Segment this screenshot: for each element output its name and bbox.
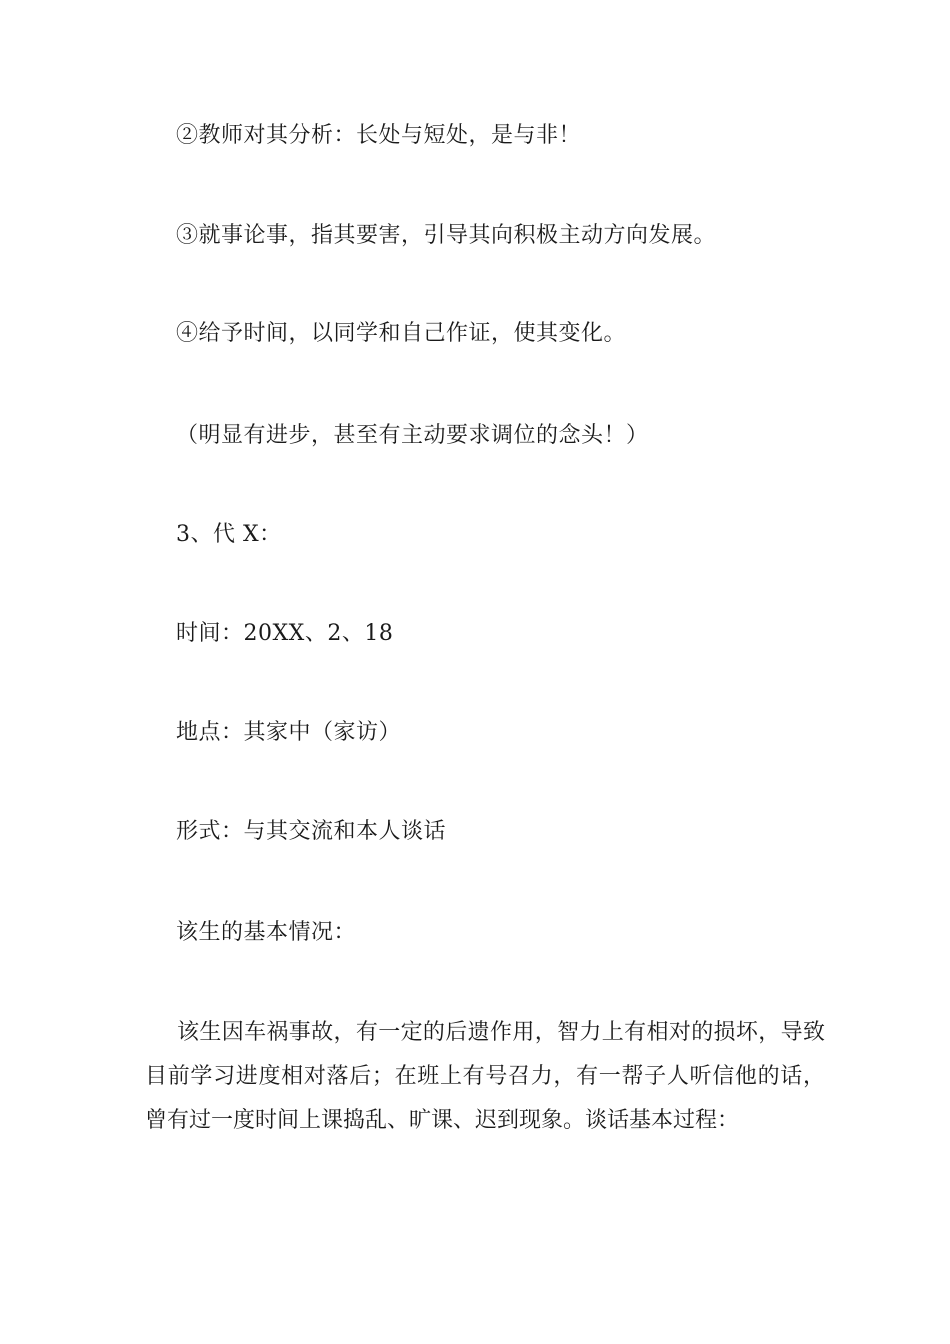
location-line: 地点：其家中（家访） xyxy=(176,720,402,745)
section-heading: 3、代 X： xyxy=(176,522,282,547)
analysis-item-3: ③就事论事，指其要害，引导其向积极主动方向发展。 xyxy=(176,223,717,248)
time-line: 时间：20XX、2、18 xyxy=(176,621,394,646)
progress-note: （明显有进步，甚至有主动要求调位的念头！） xyxy=(176,423,649,448)
analysis-item-2: ②教师对其分析：长处与短处，是与非！ xyxy=(176,123,582,148)
basic-info-heading: 该生的基本情况： xyxy=(176,920,357,945)
analysis-item-4: ④给予时间，以同学和自己作证，使其变化。 xyxy=(176,321,627,346)
format-line: 形式：与其交流和本人谈话 xyxy=(176,819,447,844)
basic-info-paragraph: 该生因车祸事故，有一定的后遗作用，智力上有相对的损坏，导致目前学习进度相对落后；在班上有号召力，有一帮子人听信他的话，曾有过一度时间上课捣乱、旷课、迟到现象。谈话基本过程： xyxy=(145,1020,825,1133)
